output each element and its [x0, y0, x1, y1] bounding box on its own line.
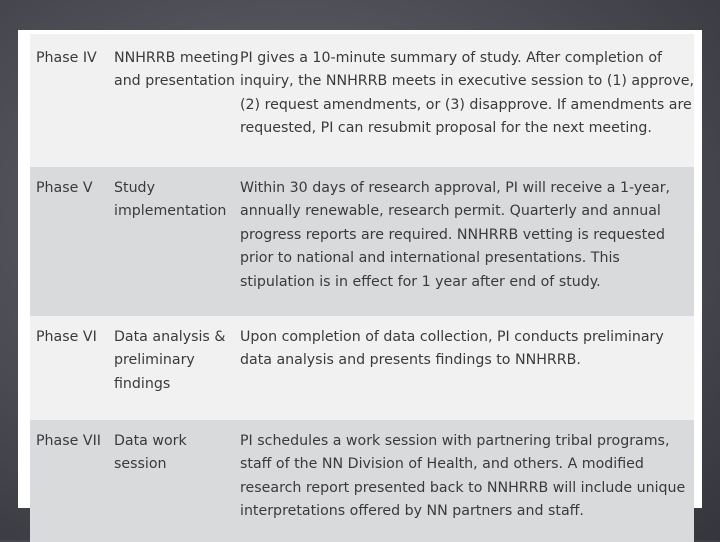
- description-cell: PI schedules a work session with partnering tribal programs, staff of the NN Division of Health, and others. A modified research report presented back to NNHRRB will include unique interpretations offered by NN partners and staff.: [240, 433, 686, 520]
- table-row-phase-iv: [30, 34, 694, 167]
- step-cell: Data work session: [114, 433, 187, 473]
- phase-cell: Phase VII: [36, 433, 101, 449]
- step-cell: Data analysis & preliminary findings: [114, 329, 226, 392]
- phase-cell: Phase V: [36, 180, 93, 196]
- table-row-phase-vii: [30, 420, 694, 542]
- table-row-phase-v: [30, 167, 694, 316]
- phase-cell: Phase VI: [36, 329, 97, 345]
- step-cell: NNHRRB meeting and presentation: [114, 50, 239, 90]
- description-cell: PI gives a 10-minute summary of study. After completion of inquiry, the NNHRRB meets in executive session to (1) approve, (2) request amendments, or (3) disapprove. If amendments are requested, PI can resubmit proposal for the next meeting.: [240, 50, 694, 137]
- step-cell: Study implementation: [114, 180, 227, 220]
- research-review-phases-table: [30, 34, 694, 542]
- phase-cell: Phase IV: [36, 50, 97, 66]
- table-row-phase-vi: [30, 316, 694, 420]
- slide-content-frame: [18, 30, 702, 520]
- description-cell: Within 30 days of research approval, PI will receive a 1-year, annually renewable, research permit. Quarterly and annual progress reports are required. NNHRRB vetting is requested prior to national and international presentations. This stipulation is in effect for 1 year after end of study.: [240, 180, 671, 290]
- description-cell: Upon completion of data collection, PI conducts preliminary data analysis and presents findings to NNHRRB.: [240, 329, 664, 369]
